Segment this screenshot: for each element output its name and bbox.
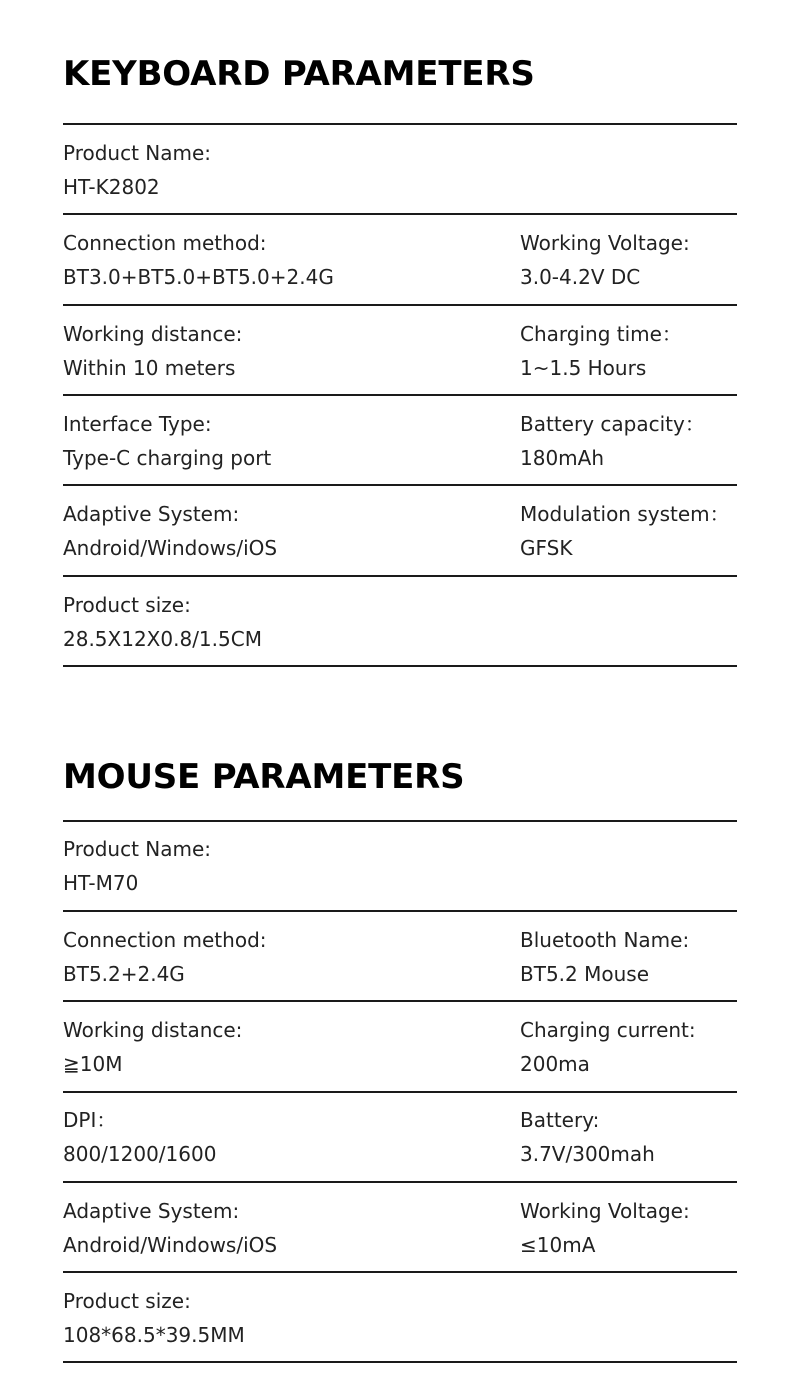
spec-value: HT-M70 (63, 871, 139, 895)
spec-value: Within 10 meters (63, 356, 236, 380)
spec-label: Working Voltage: (520, 231, 690, 255)
spec-value: 108*68.5*39.5MM (63, 1323, 245, 1347)
spec-value: Android/Windows/iOS (63, 1233, 278, 1257)
spec-value: 200ma (520, 1052, 590, 1076)
spec-label: Battery capacity： (520, 412, 705, 436)
divider (63, 213, 737, 215)
divider (63, 484, 737, 486)
divider (63, 1271, 737, 1273)
divider (63, 665, 737, 667)
spec-label: Connection method: (63, 231, 267, 255)
spec-label: Connection method: (63, 928, 267, 952)
spec-label: Charging current: (520, 1018, 696, 1042)
divider (63, 820, 737, 822)
spec-label: Bluetooth Name: (520, 928, 690, 952)
spec-label: Modulation system： (520, 502, 730, 526)
divider (63, 575, 737, 577)
spec-value: 3.0-4.2V DC (520, 265, 641, 289)
spec-label: Working distance: (63, 1018, 243, 1042)
spec-label: Working Voltage: (520, 1199, 690, 1223)
spec-label: Working distance: (63, 322, 243, 346)
keyboard-parameters-section (63, 0, 737, 680)
mouse-section-title: MOUSE PARAMETERS (63, 757, 465, 797)
spec-value: 800/1200/1600 (63, 1142, 217, 1166)
divider (63, 1091, 737, 1093)
divider (63, 394, 737, 396)
spec-label: Product size: (63, 593, 191, 617)
spec-value: Android/Windows/iOS (63, 536, 278, 560)
spec-label: Adaptive System: (63, 502, 240, 526)
spec-label: DPI： (63, 1108, 117, 1132)
spec-value: GFSK (520, 536, 573, 560)
mouse-parameters-section (63, 700, 737, 1380)
divider (63, 1181, 737, 1183)
spec-value: 180mAh (520, 446, 605, 470)
spec-label: Product Name: (63, 141, 212, 165)
spec-label: Battery: (520, 1108, 600, 1132)
spec-value: BT5.2+2.4G (63, 962, 185, 986)
spec-value: BT3.0+BT5.0+BT5.0+2.4G (63, 265, 334, 289)
spec-label: Interface Type: (63, 412, 212, 436)
spec-value: BT5.2 Mouse (520, 962, 649, 986)
spec-value: 28.5X12X0.8/1.5CM (63, 627, 262, 651)
divider (63, 910, 737, 912)
divider (63, 1000, 737, 1002)
divider (63, 123, 737, 125)
spec-value: 1~1.5 Hours (520, 356, 647, 380)
spec-value: Type-C charging port (63, 446, 272, 470)
spec-value: ≧10M (63, 1052, 123, 1076)
spec-value: HT-K2802 (63, 175, 160, 199)
spec-value: 3.7V/300mah (520, 1142, 655, 1166)
keyboard-section-title: KEYBOARD PARAMETERS (63, 54, 535, 94)
spec-label: Product size: (63, 1289, 191, 1313)
spec-value: ≤10mA (520, 1233, 596, 1257)
divider (63, 304, 737, 306)
spec-label: Product Name: (63, 837, 212, 861)
spec-label: Charging time： (520, 322, 682, 346)
divider (63, 1361, 737, 1363)
spec-label: Adaptive System: (63, 1199, 240, 1223)
